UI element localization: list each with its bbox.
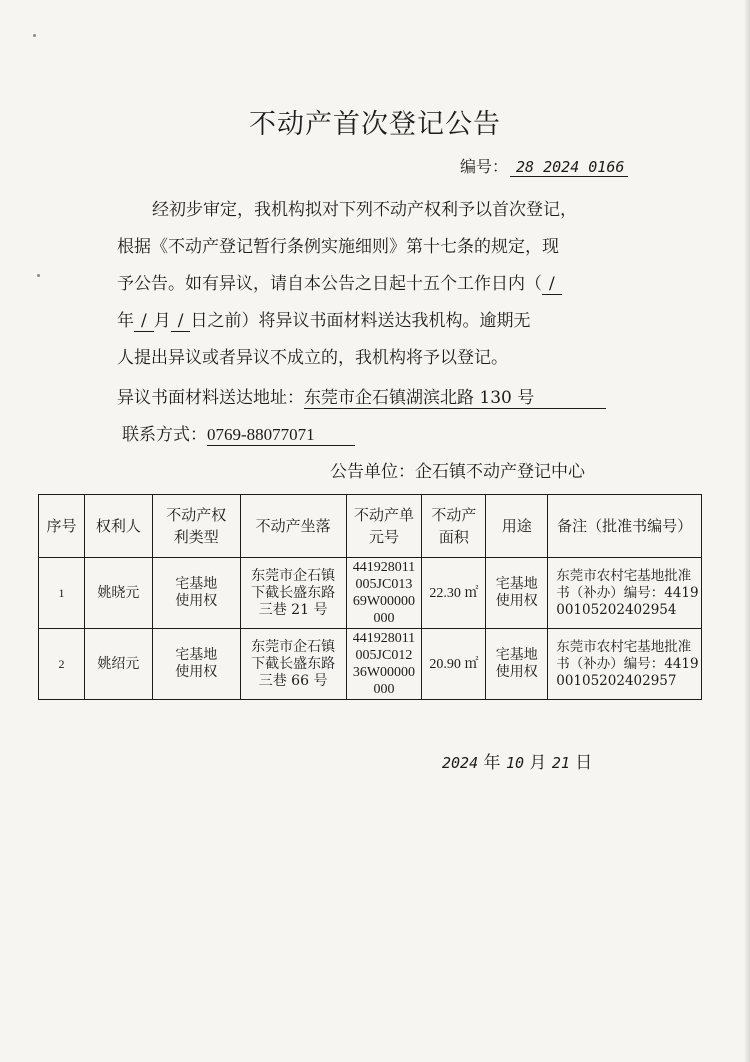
objection-address <box>117 380 606 417</box>
contact-info <box>122 417 355 454</box>
row-usage: 宅基地使用权 <box>486 558 548 629</box>
body-line-5: 人提出异议或者异议不成立的，我机构将予以登记。 <box>117 348 508 368</box>
header-usage: 用途 <box>486 495 548 558</box>
table-header-row <box>39 495 702 558</box>
publisher: 公告单位：企石镇不动产登记中心 <box>330 462 585 482</box>
row-right-type: 宅基地使用权 <box>152 629 240 700</box>
header-location: 不动产坐落 <box>240 495 346 558</box>
date-day-label: 日 <box>575 753 593 773</box>
scan-edge-shadow <box>744 0 750 1062</box>
month-label: 月 <box>153 311 171 331</box>
row-holder: 姚绍元 <box>84 629 152 700</box>
table-row <box>39 629 702 700</box>
row-index: 2 <box>39 629 85 700</box>
registration-table <box>38 494 702 700</box>
date-month: 10 <box>505 754 524 772</box>
row-area: 22.30 ㎡ <box>422 558 486 629</box>
row-area: 20.90 ㎡ <box>422 629 486 700</box>
header-area: 不动产面积 <box>422 495 486 558</box>
row-note: 东莞市农村宅基地批准书（补办）编号：441900105202402954 <box>548 558 702 629</box>
scan-speck <box>33 34 36 37</box>
header-right-type: 不动产权利类型 <box>152 495 240 558</box>
deadline-month-blank: / <box>134 311 154 332</box>
scan-speck <box>37 274 40 277</box>
address-label: 异议书面材料送达地址： <box>117 388 304 408</box>
header-unit-no: 不动产单元号 <box>346 495 422 558</box>
deadline-day-blank: / <box>171 311 191 332</box>
header-note: 备注（批准书编号） <box>548 495 702 558</box>
body-line-4-text: 日之前）将异议书面材料送达我机构。逾期无 <box>190 311 531 331</box>
body-line-2: 根据《不动产登记暂行条例实施细则》第十七条的规定，现 <box>117 237 559 257</box>
header-index: 序号 <box>39 495 85 558</box>
address-value: 东莞市企石镇湖滨北路 130 号 <box>304 388 606 409</box>
serial-number <box>460 154 628 177</box>
body-line-1: 经初步审定，我机构拟对下列不动产权利予以首次登记， <box>152 200 577 220</box>
row-location: 东莞市企石镇下截长盛东路三巷 66 号 <box>240 629 346 700</box>
row-note: 东莞市农村宅基地批准书（补办）编号：441900105202402957 <box>548 629 702 700</box>
row-index: 1 <box>39 558 85 629</box>
page-title: 不动产首次登记公告 <box>249 109 501 140</box>
serial-label: 编号： <box>460 157 509 176</box>
row-location: 东莞市企石镇下截长盛东路三巷 21 号 <box>240 558 346 629</box>
body-line-3-text: 予公告。如有异议，请自本公告之日起十五个工作日内（ <box>117 274 542 294</box>
contact-value: 0769-88077071 <box>207 425 355 446</box>
row-holder: 姚晓元 <box>84 558 152 629</box>
date-day: 21 <box>551 754 570 772</box>
body-line-4 <box>117 303 530 340</box>
row-unit-no: 441928011005JC01369W00000000 <box>346 558 422 629</box>
date-year-label: 年 <box>483 753 501 773</box>
row-unit-no: 441928011005JC01236W00000000 <box>346 629 422 700</box>
header-holder: 权利人 <box>84 495 152 558</box>
body-line-3 <box>117 266 562 303</box>
contact-label: 联系方式： <box>122 425 207 445</box>
date-month-label: 月 <box>529 753 547 773</box>
serial-value: 28 2024 0166 <box>510 158 628 177</box>
table-row <box>39 558 702 629</box>
row-right-type: 宅基地使用权 <box>152 558 240 629</box>
issue-date <box>442 748 592 773</box>
deadline-year-blank: / <box>542 274 562 295</box>
date-year: 2024 <box>442 754 479 772</box>
row-usage: 宅基地使用权 <box>486 629 548 700</box>
year-label: 年 <box>117 311 134 331</box>
